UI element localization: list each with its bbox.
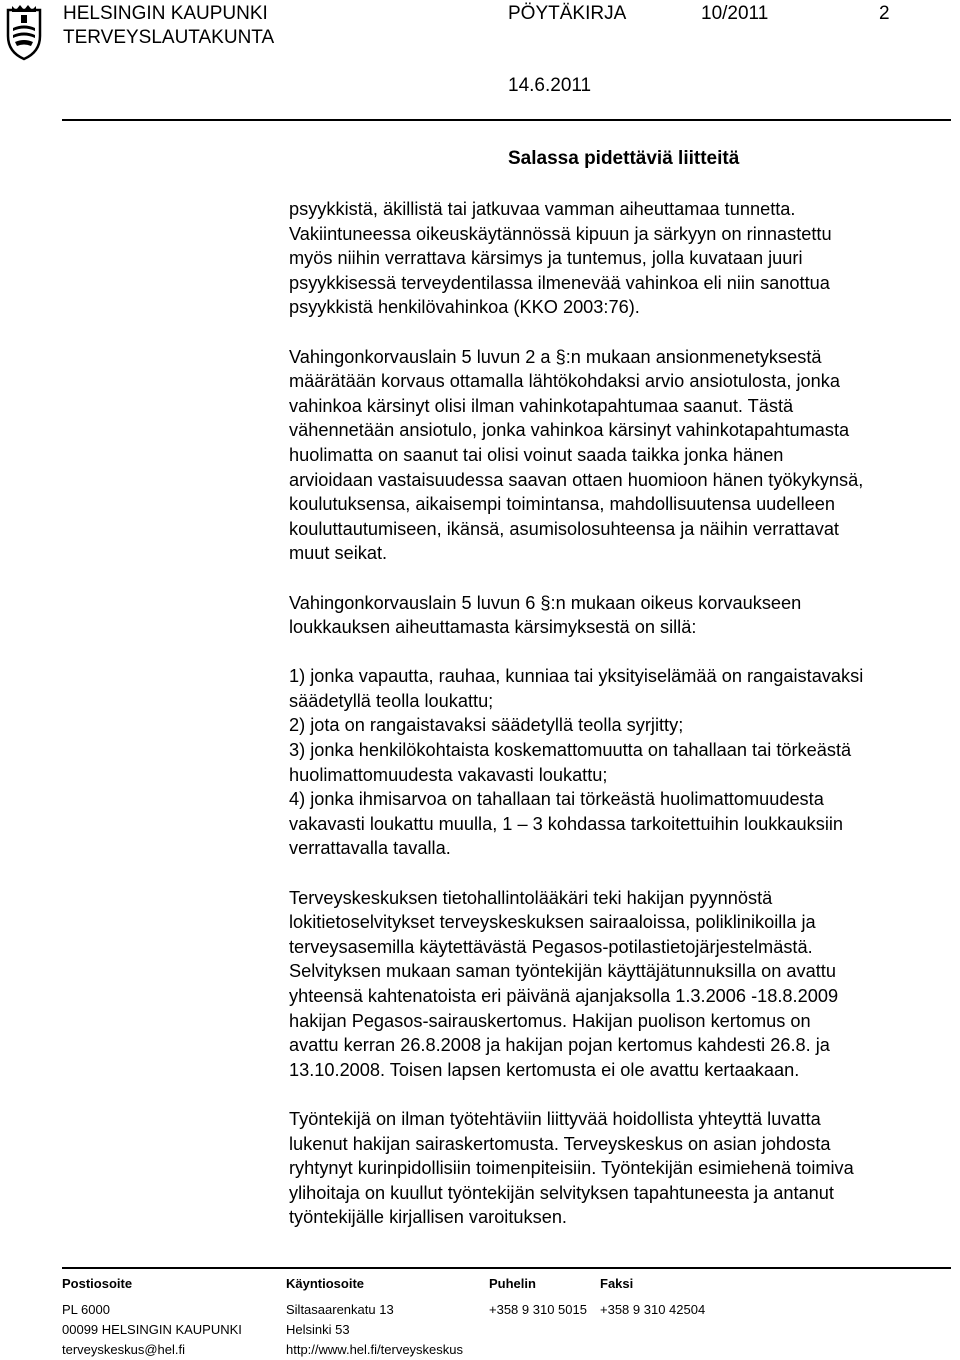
city: Helsinki 53 (286, 1322, 350, 1337)
text-line: loukkauksen aiheuttamasta kärsimyksestä on sillä: (289, 617, 697, 638)
text-line: vähennetään ansiotulo, jonka vahinkoa kärsinyt vahinkotapahtumasta (289, 420, 850, 441)
meeting-date: 14.6.2011 (508, 75, 592, 96)
text-line: terveysasemilla käytettävästä Pegasos-potilastietojärjestelmästä. (289, 936, 813, 957)
text-line: koulutuksensa, aikaisempi toimintansa, mahdollisuutensa uudelleen (289, 494, 835, 515)
postal-code-city: 00099 HELSINGIN KAUPUNKI (62, 1322, 242, 1337)
website-url: http://www.hel.fi/terveyskeskus (286, 1342, 464, 1357)
text-line: hakijan Pegasos-sairauskertomus. Hakijan puolison kertomus on (289, 1010, 811, 1031)
text-line: huolimattomuudesta vakavasti loukattu; (289, 764, 608, 785)
committee-name: TERVEYSLAUTAKUNTA (63, 27, 275, 48)
document-body (289, 197, 949, 1255)
text-line: 13.10.2008. Toisen lapsen kertomusta ei ole avattu kertaakaan. (289, 1059, 800, 1080)
text-line: huolimatta on saanut tai olisi voinut saada taikka jonka hänen (289, 444, 784, 465)
fax-contact (600, 1274, 705, 1320)
postal-address (62, 1274, 242, 1360)
paragraph (289, 886, 949, 1083)
paragraph (289, 591, 949, 640)
text-line: ylihoitaja on kuullut työntekijän selvityksen tapahtuneesta ja antanut (289, 1182, 834, 1203)
paragraph (289, 1107, 949, 1230)
text-line: 2) jota on rangaistavaksi säädetyllä teolla syrjitty; (289, 715, 684, 736)
text-line: lukenut hakijan sairaskertomusta. Terveyskeskus on asian johdosta (289, 1133, 831, 1154)
text-line: verrattavalla tavalla. (289, 838, 451, 859)
phone-heading: Puhelin (489, 1276, 536, 1291)
text-line: työntekijälle kirjallisen varoituksen. (289, 1207, 567, 1228)
phone-contact (489, 1274, 587, 1320)
text-line: psyykkisessä terveydentilassa ilmenevää vahinkoa eli niin sanottua (289, 272, 830, 293)
email-address: terveyskeskus@hel.fi (62, 1342, 186, 1357)
text-line: Työntekijä on ilman työtehtäviin liittyvää hoidollista yhteyttä luvatta (289, 1108, 821, 1129)
text-line: ryhtynyt kurinpidollisiin toimenpiteisiin. Työntekijän esimiehenä toimiva (289, 1158, 854, 1179)
text-line: psyykkistä, äkillistä tai jatkuvaa vamman aiheuttamaa tunnetta. (289, 199, 796, 219)
text-line: vakavasti loukattu muulla, 1 – 3 kohdassa tarkoitettuihin loukkauksiin (289, 813, 844, 834)
text-line: kouluttautumiseen, ikänsä, asumisolosuhteensa ja näihin verrattavat (289, 518, 839, 539)
footer-divider (62, 1267, 951, 1269)
fax-heading: Faksi (600, 1276, 634, 1291)
header-divider (62, 119, 951, 121)
text-line: Vakiintuneessa oikeuskäytännössä kipuun ja särkyyn on rinnastettu (289, 223, 832, 244)
text-line: 3) jonka henkilökohtaista koskemattomuutta on tahallaan tai törkeästä (289, 740, 852, 761)
text-line: muut seikat. (289, 543, 388, 564)
postal-box: PL 6000 (62, 1302, 110, 1317)
text-line: Vahingonkorvauslain 5 luvun 6 §:n mukaan oikeus korvaukseen (289, 592, 802, 613)
document-type: PÖYTÄKIRJA (508, 3, 627, 24)
paragraph (289, 197, 949, 320)
page-number: 2 (879, 3, 890, 24)
fax-number: +358 9 310 42504 (600, 1302, 706, 1317)
text-line: psyykkistä henkilövahinkoa (KKO 2003:76). (289, 297, 640, 318)
street-address: Siltasaarenkatu 13 (286, 1302, 394, 1317)
text-line: Selvityksen mukaan saman työntekijän käyttäjätunnuksilla on avattu (289, 961, 836, 982)
visit-heading: Käyntiosoite (286, 1276, 365, 1291)
helsinki-coat-of-arms-icon (2, 2, 46, 62)
postal-heading: Postiosoite (62, 1276, 133, 1291)
phone-number: +358 9 310 5015 (489, 1302, 587, 1317)
document-number: 10/2011 (701, 3, 769, 24)
text-line: myös niihin verrattava kärsimys ja tuntemus, jolla kuvataan juuri (289, 248, 803, 269)
text-line: arvioidaan vastaisuudessa saavan ottaen huomioon hänen työkykynsä, (289, 469, 864, 490)
organization-name: HELSINGIN KAUPUNKI (63, 3, 268, 24)
text-line: 1) jonka vapautta, rauhaa, kunniaa tai yksityiselämää on rangaistavaksi (289, 666, 864, 687)
text-line: vahinkoa kärsinyt olisi ilman vahinkotapahtumaa saanut. Tästä (289, 395, 794, 416)
text-line: avattu kerran 26.8.2008 ja hakijan pojan kertomus kahdesti 26.8. ja (289, 1035, 830, 1056)
paragraph (289, 664, 949, 861)
text-line: yhteensä kahtenatoista eri päivänä ajanjaksolla 1.3.2006 -18.8.2009 (289, 986, 839, 1006)
text-line: säädetyllä teolla loukattu; (289, 690, 494, 711)
text-line: 4) jonka ihmisarvoa on tahallaan tai törkeästä huolimattomuudesta (289, 789, 824, 810)
section-title: Salassa pidettäviä liitteitä (508, 148, 740, 169)
text-line: Terveyskeskuksen tietohallintolääkäri teki hakijan pyynnöstä (289, 887, 773, 908)
text-line: Vahingonkorvauslain 5 luvun 2 a §:n mukaan ansionmenetyksestä (289, 346, 822, 367)
visiting-address (286, 1274, 463, 1360)
text-line: lokitietoselvitykset terveyskeskuksen sairaaloissa, poliklinikoilla ja (289, 912, 816, 933)
paragraph (289, 345, 949, 566)
text-line: määrätään korvaus ottamalla lähtökohdaksi arvio ansiotulosta, jonka (289, 371, 840, 392)
